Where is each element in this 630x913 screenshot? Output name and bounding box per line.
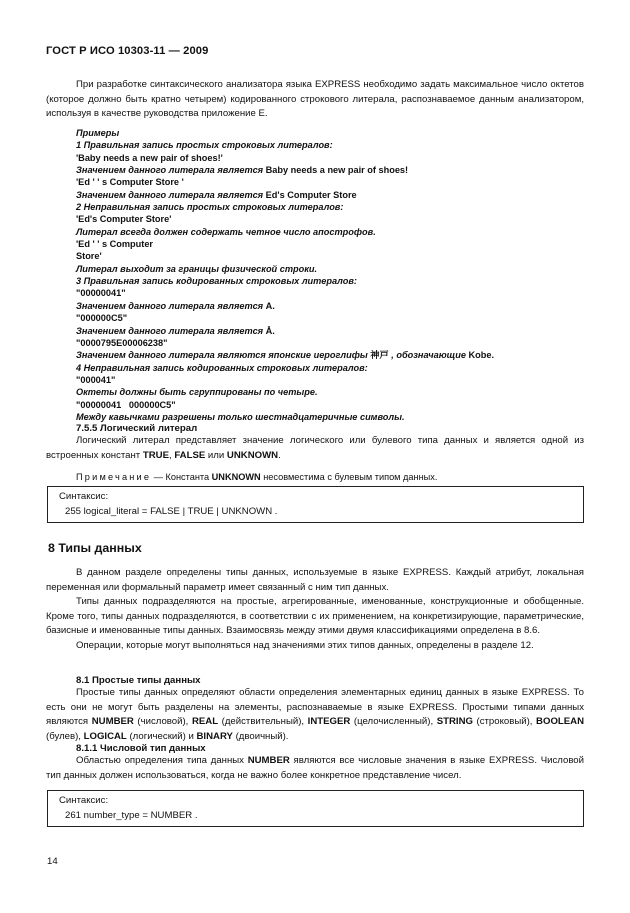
page-number: 14 [47,856,58,867]
intro-paragraph: При разработке синтаксического анализатора языка EXPRESS необходимо задать максимальное число октетов (которое должно быть кратно четырем) кодированного строкового литерала, распознаваемое данным анализатором, используя в качестве руководства приложение E. [46,79,584,120]
section-8-1-1-text: Областью определения типа данных NUMBER являются все числовые значения в языке EXPRESS. Числовой тип данных должен использоваться, когда не важно более конкретное представление чисел. [46,755,584,781]
note-unknown: Примечание — Константа UNKNOWN несовместима с булевым типом данных. [76,472,438,482]
section-8-1-1-heading: 8.1.1 Числовой тип данных [76,743,206,754]
section-7-5-5-heading: 7.5.5 Логический литерал [76,423,198,434]
syntax-code: 255 logical_literal = FALSE | TRUE | UNKNOWN . [65,505,278,517]
syntax-label: Синтаксис: [59,491,109,502]
section-8-heading: 8 Типы данных [48,541,142,555]
document-header: ГОСТ Р ИСО 10303-11 — 2009 [46,45,209,57]
syntax-label: Синтаксис: [59,795,109,806]
syntax-box-logical [47,486,584,523]
section-8-text: В данном разделе определены типы данных, используемые в языке EXPRESS. Каждый атрибут, локальная переменная или формальный параметр имеет связанный с ним тип данных. Типы данных подразделяются на простые, агрегированные, именованные, конструкционные и обобщенные. Кроме того, типы данных подразделяются, в соответствии с их применением, на конкретизирующие, параметрические, базисные и именованные типы данных. Взаимосвязь между этими двумя классификациями определена в 8.6. Операции, которые могут выполняться над значениями этих типов данных, определены в разделе 12. [46,567,584,651]
syntax-code: 261 number_type = NUMBER . [65,809,198,821]
examples-block: Примеры 1 Правильная запись простых строковых литералов: 'Baby needs a new pair of shoes!' Значением данного литерала является Baby needs a new pair of shoes! 'Ed ' ' s Computer Store ' Значением данного литерала является Ed's Computer Store 2 Неправильная запись простых строковых литералов: 'Ed's Computer Store' Литерал всегда должен содержать четное число апострофов. 'Ed ' ' s Computer Store' Литерал выходит за границы физической строки. 3 Правильная запись кодированных строковых литералов: "00000041" Значением данного литерала является A. "000000C5" Значением данного литерала является Å. "0000795E00006238" Значением данного литерала являются японские иероглифы 神戸 , обозначающие Kobe. 4 Неправильная запись кодированных строковых литералов: "000041" Октеты должны быть сгруппированы по четыре. "00000041 000000C5" Между кавычками разрешены только шестнадцатеричные символы. [76,128,495,422]
section-7-5-5-text: Логический литерал представляет значение логического или булевого типа данных и является одной из встроенных констант TRUE, FALSE или UNKNOWN. [46,435,584,461]
section-8-1-heading: 8.1 Простые типы данных [76,675,201,686]
section-8-1-text: Простые типы данных определяют области определения элементарных единиц данных в языке EXPRESS. То есть они не могут быть разделены на элементы, распознаваемые в языке EXPRESS. Простыми типами данных являются NUMBER (числовой), REAL (действительный), INTEGER (целочисленный), STRING (строковый), BOOLEAN (булев), LOGICAL (логический) и BINARY (двоичный). [46,687,585,742]
syntax-box-number [47,790,584,827]
